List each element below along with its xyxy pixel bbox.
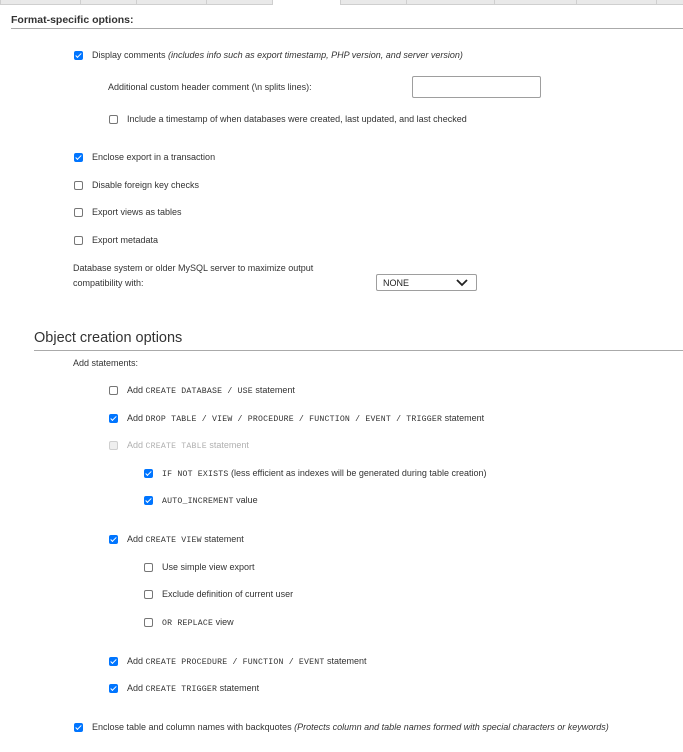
create-database-code: CREATE DATABASE / USE: [145, 387, 253, 396]
compatibility-selected-value: NONE: [383, 278, 410, 288]
object-options-divider: [34, 350, 683, 351]
auto-increment-checkbox[interactable]: [144, 496, 153, 505]
display-comments-label: Display comments: [92, 50, 166, 60]
create-view-post: statement: [201, 534, 244, 544]
display-comments-checkbox[interactable]: [74, 51, 83, 60]
create-table-row: [127, 440, 249, 451]
create-table-post: statement: [206, 440, 249, 450]
enclose-transaction-label: Enclose export in a transaction: [92, 152, 216, 162]
drop-table-checkbox[interactable]: [109, 414, 118, 423]
simple-view-label: Use simple view export: [162, 562, 255, 572]
create-database-post: statement: [252, 385, 295, 395]
tab-6[interactable]: [340, 0, 407, 5]
drop-table-code: DROP TABLE / VIEW / PROCEDURE / FUNCTION / EVENT / TRIGGER: [145, 415, 443, 424]
create-trigger-pre: Add: [127, 683, 146, 693]
export-views-label: Export views as tables: [92, 207, 182, 217]
auto-increment-post: value: [233, 495, 258, 505]
if-not-exists-checkbox[interactable]: [144, 469, 153, 478]
create-trigger-checkbox[interactable]: [109, 684, 118, 693]
display-comments-note: (includes info such as export timestamp, PHP version, and server version): [168, 50, 463, 60]
compatibility-select[interactable]: [376, 274, 477, 291]
create-view-code: CREATE VIEW: [145, 536, 202, 545]
chevron-down-icon: [456, 278, 468, 287]
disable-fk-checks-label: Disable foreign key checks: [92, 180, 200, 190]
drop-table-row: [127, 413, 484, 424]
or-replace-checkbox[interactable]: [144, 618, 153, 627]
include-timestamp-checkbox[interactable]: [109, 115, 118, 124]
tab-9[interactable]: [576, 0, 657, 5]
create-trigger-row: [127, 683, 259, 694]
backquotes-row: [92, 722, 609, 732]
or-replace-code: OR REPLACE: [162, 619, 214, 628]
tab-2[interactable]: [80, 0, 137, 5]
if-not-exists-post: (less efficient as indexes will be generated during table creation): [228, 468, 487, 478]
export-views-checkbox[interactable]: [74, 208, 83, 217]
backquotes-note: (Protects column and table names formed with special characters or keywords): [294, 722, 609, 732]
format-options-divider: [11, 28, 683, 29]
auto-increment-code: AUTO_INCREMENT: [162, 497, 234, 506]
backquotes-label: Enclose table and column names with backquotes: [92, 722, 292, 732]
compatibility-label-line2: compatibility with:: [73, 278, 144, 288]
custom-header-input[interactable]: [412, 76, 541, 98]
add-statements-label: Add statements:: [73, 358, 139, 368]
exclude-definer-checkbox[interactable]: [144, 590, 153, 599]
create-database-checkbox[interactable]: [109, 386, 118, 395]
include-timestamp-label: Include a timestamp of when databases were created, last updated, and last checked: [127, 114, 467, 124]
object-options-heading: Object creation options: [34, 330, 183, 346]
create-procedure-post: statement: [324, 656, 367, 666]
create-table-code: CREATE TABLE: [145, 442, 207, 451]
create-view-pre: Add: [127, 534, 146, 544]
create-procedure-row: [127, 656, 367, 667]
drop-table-post: statement: [442, 413, 485, 423]
tab-7[interactable]: [406, 0, 495, 5]
if-not-exists-code: IF NOT EXISTS: [162, 470, 229, 479]
display-comments-row: [92, 50, 463, 60]
or-replace-post: view: [213, 617, 234, 627]
or-replace-row: [162, 617, 234, 628]
create-trigger-post: statement: [217, 683, 260, 693]
create-database-pre: Add: [127, 385, 146, 395]
tab-strip: [0, 0, 683, 5]
export-metadata-checkbox[interactable]: [74, 236, 83, 245]
tab-8[interactable]: [494, 0, 577, 5]
create-procedure-checkbox[interactable]: [109, 657, 118, 666]
create-view-row: [127, 534, 244, 545]
exclude-definer-label: Exclude definition of current user: [162, 589, 294, 599]
tab-10[interactable]: [656, 0, 683, 5]
export-metadata-label: Export metadata: [92, 235, 159, 245]
create-table-pre: Add: [127, 440, 146, 450]
custom-header-label: Additional custom header comment (\n splits lines):: [108, 82, 312, 92]
tab-3[interactable]: [136, 0, 207, 5]
create-procedure-pre: Add: [127, 656, 146, 666]
if-not-exists-row: [162, 468, 486, 479]
compatibility-label-line1: Database system or older MySQL server to maximize output: [73, 263, 314, 273]
tab-1[interactable]: [0, 0, 81, 5]
tab-active[interactable]: [272, 0, 341, 4]
create-procedure-code: CREATE PROCEDURE / FUNCTION / EVENT: [145, 658, 325, 667]
enclose-transaction-checkbox[interactable]: [74, 153, 83, 162]
backquotes-checkbox[interactable]: [74, 723, 83, 732]
create-trigger-code: CREATE TRIGGER: [145, 685, 218, 694]
simple-view-checkbox[interactable]: [144, 563, 153, 572]
auto-increment-row: [162, 495, 258, 506]
tab-4[interactable]: [206, 0, 273, 5]
create-database-row: [127, 385, 295, 396]
create-view-checkbox[interactable]: [109, 535, 118, 544]
create-table-checkbox: [109, 441, 118, 450]
format-options-heading: Format-specific options:: [11, 14, 134, 26]
drop-table-pre: Add: [127, 413, 146, 423]
disable-fk-checks-checkbox[interactable]: [74, 181, 83, 190]
